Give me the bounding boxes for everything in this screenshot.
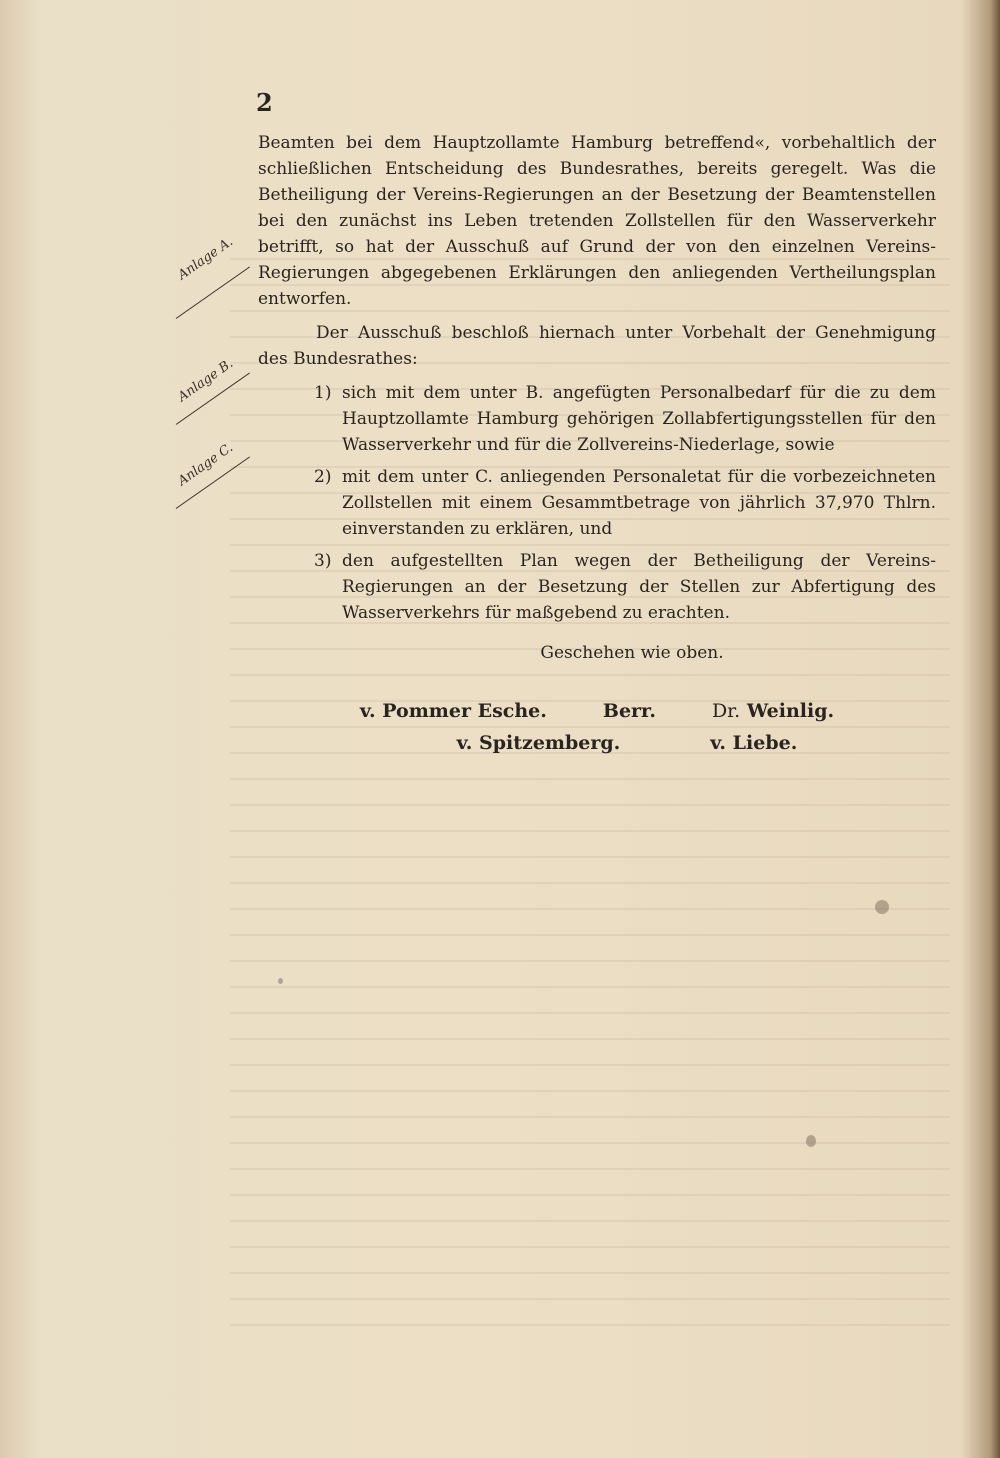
body-text: [258, 130, 936, 666]
signature-row-1: [258, 700, 936, 722]
paragraph-1: Beamten bei dem Hauptzollamte Hamburg betreffend«, vorbehaltlich der schließlichen Entscheidung des Bundesrathes, bereits geregelt. Was die Betheiligung der Vereins-Regierungen an der Besetzung der Beamtenstellen bei den zunächst ins Leben tretenden Zollstellen für den Wasserverkehr betrifft, so hat der Ausschuß auf Grund der von den einzelnen Vereins-Regierungen abgegebenen Erklärungen den anliegenden Vertheilungsplan entworfen.: [258, 133, 936, 309]
signature-title: Dr.: [711, 700, 741, 722]
stain-spot: [875, 900, 889, 914]
list-text: mit dem unter C. anliegenden Personaletat für die vorbezeichneten Zollstellen mit einem Gesammtbetrage von jährlich 37,970 Thlrn. einverstanden zu erklären, und: [342, 467, 936, 539]
stain-spot: [806, 1135, 816, 1147]
paragraph-2: Der Ausschuß beschloß hiernach unter Vorbehalt der Genehmigung des Bundesrathes:: [258, 323, 936, 369]
signature-row-2: [258, 732, 936, 754]
margin-note-anlage-b: Anlage B.: [175, 356, 237, 405]
list-item: [258, 464, 936, 542]
signature-pommer-esche: v. Pommer Esche.: [359, 700, 547, 722]
list-text: sich mit dem unter B. angefügten Personalbedarf für die zu dem Hauptzollamte Hamburg gehörigen Zollabfertigungsstellen für den Wasserverkehr und für die Zollvereins-Niederlage, sowie: [342, 383, 936, 455]
signature-name: Weinlig.: [746, 700, 835, 722]
signature-berr: Berr.: [602, 700, 656, 722]
signature-block: [258, 700, 936, 764]
margin-note-anlage-c: Anlage C.: [175, 440, 236, 489]
stain-spot: [278, 978, 283, 984]
list-number: 2): [314, 467, 332, 487]
signature-spitzemberg: v. Spitzemberg.: [456, 732, 621, 754]
page-number: 2: [256, 88, 273, 117]
list-number: 3): [314, 551, 332, 571]
resolution-list: [258, 380, 936, 626]
signature-weinlig: [712, 700, 834, 722]
list-text: den aufgestellten Plan wegen der Betheiligung der Vereins-Regierungen an der Besetzung der Stellen zur Abfertigung des Wasserverkehrs für maßgebend zu erachten.: [342, 551, 936, 623]
margin-note-anlage-a: Anlage A.: [175, 234, 236, 283]
list-item: [258, 548, 936, 626]
list-number: 1): [314, 383, 332, 403]
closing-line: Geschehen wie oben.: [540, 643, 724, 663]
signature-liebe: v. Liebe.: [710, 732, 798, 754]
list-item: [258, 380, 936, 458]
